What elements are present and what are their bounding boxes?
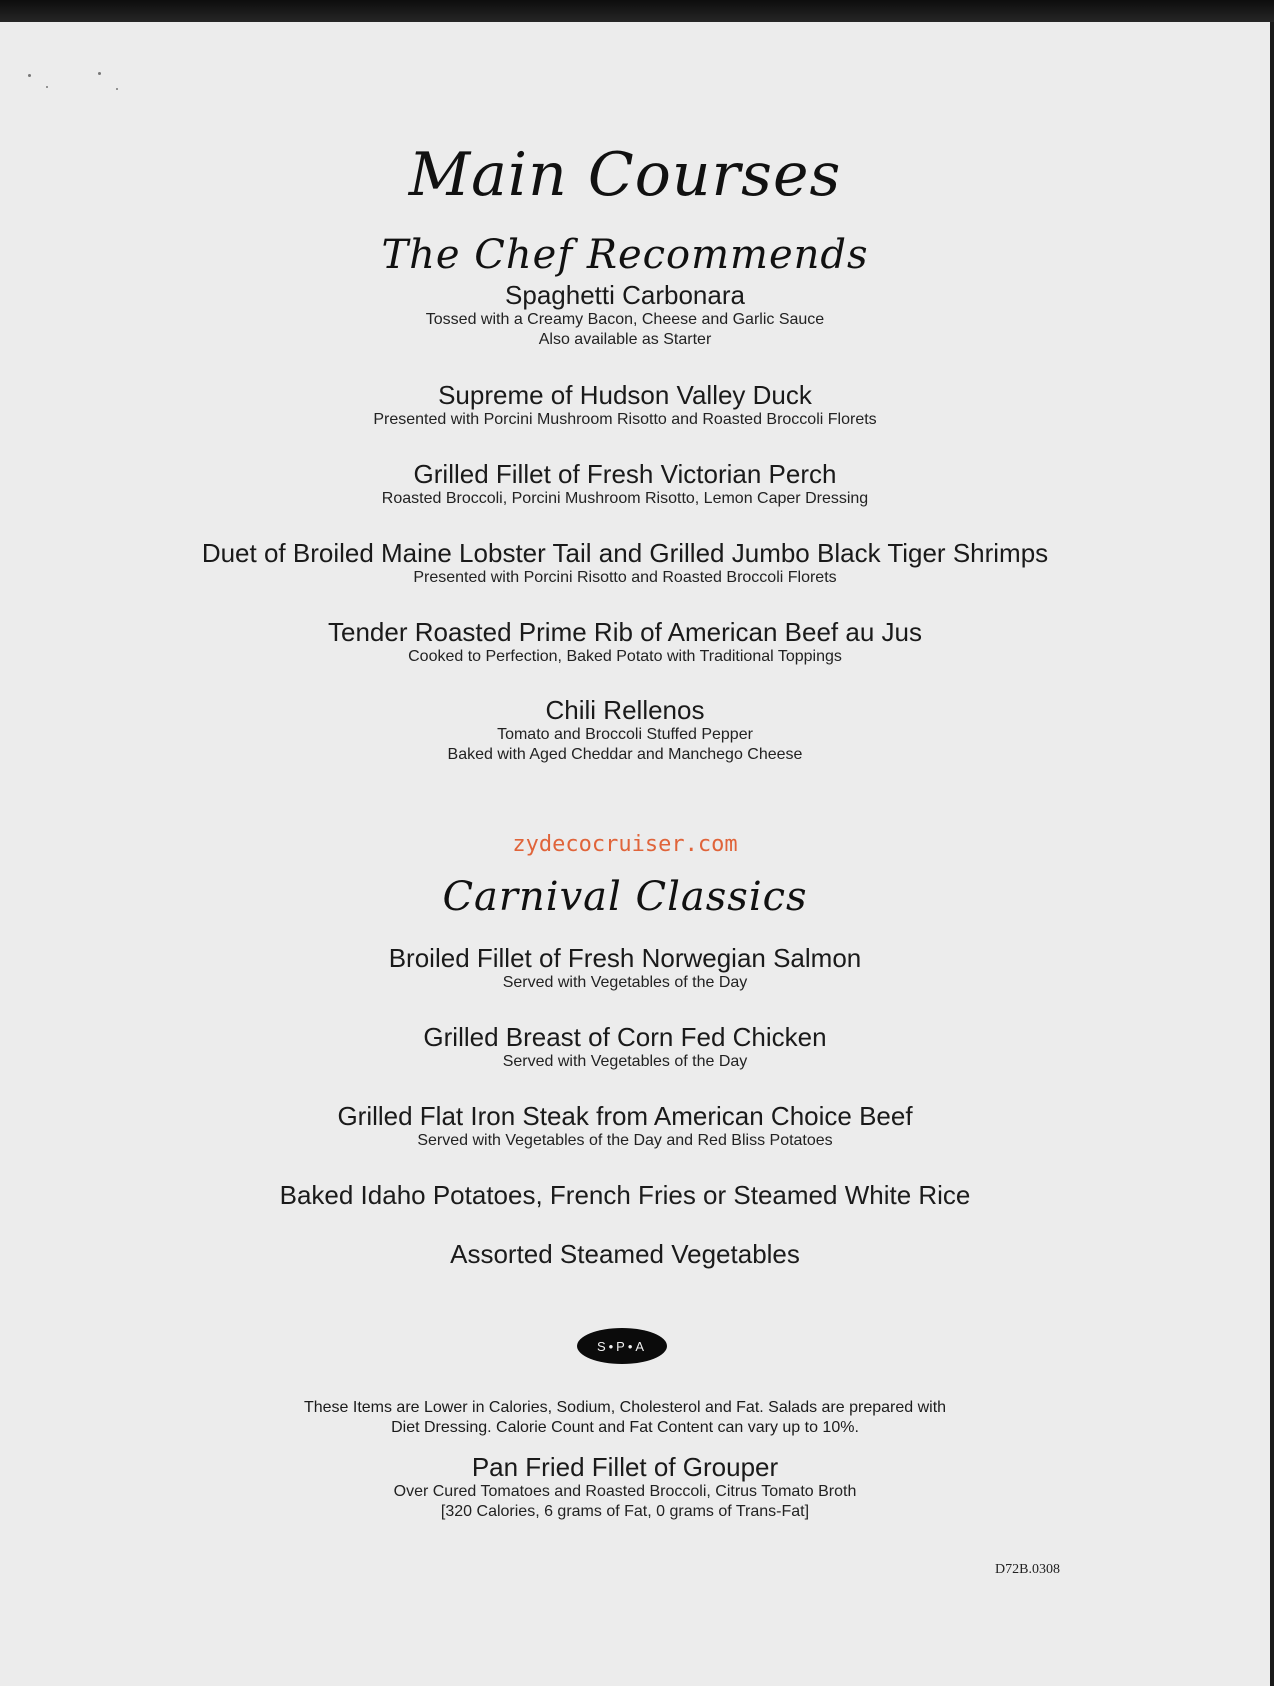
dish-name: Pan Fried Fillet of Grouper <box>471 1452 779 1482</box>
scan-specks <box>20 52 130 92</box>
dish-desc: Baked with Aged Cheddar and Manchego Cheese <box>447 746 803 763</box>
dish-desc: Roasted Broccoli, Porcini Mushroom Risotto, Lemon Caper Dressing <box>381 490 869 507</box>
dish-item <box>0 943 1250 993</box>
dish-name: Supreme of Hudson Valley Duck <box>438 380 812 410</box>
dish-item <box>0 1101 1250 1151</box>
dish-name: Duet of Broiled Maine Lobster Tail and Grilled Jumbo Black Tiger Shrimps <box>201 538 1049 568</box>
dish-name: Tender Roasted Prime Rib of American Beef au Jus <box>328 617 922 647</box>
dish-item <box>0 1022 1250 1072</box>
menu-code: D72B.0308 <box>995 1562 1060 1577</box>
dish-item <box>0 695 1250 765</box>
dish-item <box>0 538 1250 588</box>
dish-desc: Presented with Porcini Mushroom Risotto and Roasted Broccoli Florets <box>373 411 877 428</box>
dish-desc: Cooked to Perfection, Baked Potato with Traditional Toppings <box>408 648 842 665</box>
dish-name: Grilled Flat Iron Steak from American Choice Beef <box>337 1101 913 1131</box>
dish-item <box>0 280 1250 350</box>
dish-item <box>0 617 1250 667</box>
dish-desc: Also available as Starter <box>538 331 712 348</box>
spa-dish-item <box>0 1452 1250 1522</box>
dish-name: Broiled Fillet of Fresh Norwegian Salmon <box>388 943 862 973</box>
side-item: Assorted Steamed Vegetables <box>450 1239 800 1269</box>
dish-item <box>0 459 1250 509</box>
side-item: Baked Idaho Potatoes, French Fries or Steamed White Rice <box>279 1180 971 1210</box>
dish-desc: Tossed with a Creamy Bacon, Cheese and Garlic Sauce <box>425 311 825 328</box>
section-title-classics: Carnival Classics <box>442 874 808 920</box>
dish-desc: Served with Vegetables of the Day and Red Bliss Potatoes <box>417 1132 833 1149</box>
dish-desc: Over Cured Tomatoes and Roasted Broccoli, Citrus Tomato Broth <box>393 1483 857 1500</box>
dish-name: Spaghetti Carbonara <box>505 280 745 310</box>
dish-name: Grilled Fillet of Fresh Victorian Perch <box>413 459 837 489</box>
scan-border <box>0 0 1274 22</box>
dish-desc: Served with Vegetables of the Day <box>502 974 748 991</box>
dish-desc: Presented with Porcini Risotto and Roasted Broccoli Florets <box>413 569 837 586</box>
spa-notice-line: Diet Dressing. Calorie Count and Fat Content can vary up to 10%. <box>391 1419 859 1436</box>
dish-name: Chili Rellenos <box>545 695 705 725</box>
menu-page <box>0 22 1270 1686</box>
spa-notice-line: These Items are Lower in Calories, Sodium, Cholesterol and Fat. Salads are prepared with <box>303 1399 947 1416</box>
spa-logo <box>577 1328 667 1364</box>
page-title: Main Courses <box>408 140 842 210</box>
spa-logo-text: S•P•A <box>596 1338 648 1354</box>
dish-desc: Tomato and Broccoli Stuffed Pepper <box>497 726 753 743</box>
watermark: zydecocruiser.com <box>512 832 738 857</box>
dish-item <box>0 380 1250 430</box>
dish-desc: [320 Calories, 6 grams of Fat, 0 grams of Trans-Fat] <box>440 1503 810 1520</box>
dish-name: Grilled Breast of Corn Fed Chicken <box>423 1022 827 1052</box>
spa-notice <box>0 1398 1250 1438</box>
section-title-chef: The Chef Recommends <box>381 232 869 278</box>
dish-desc: Served with Vegetables of the Day <box>502 1053 748 1070</box>
